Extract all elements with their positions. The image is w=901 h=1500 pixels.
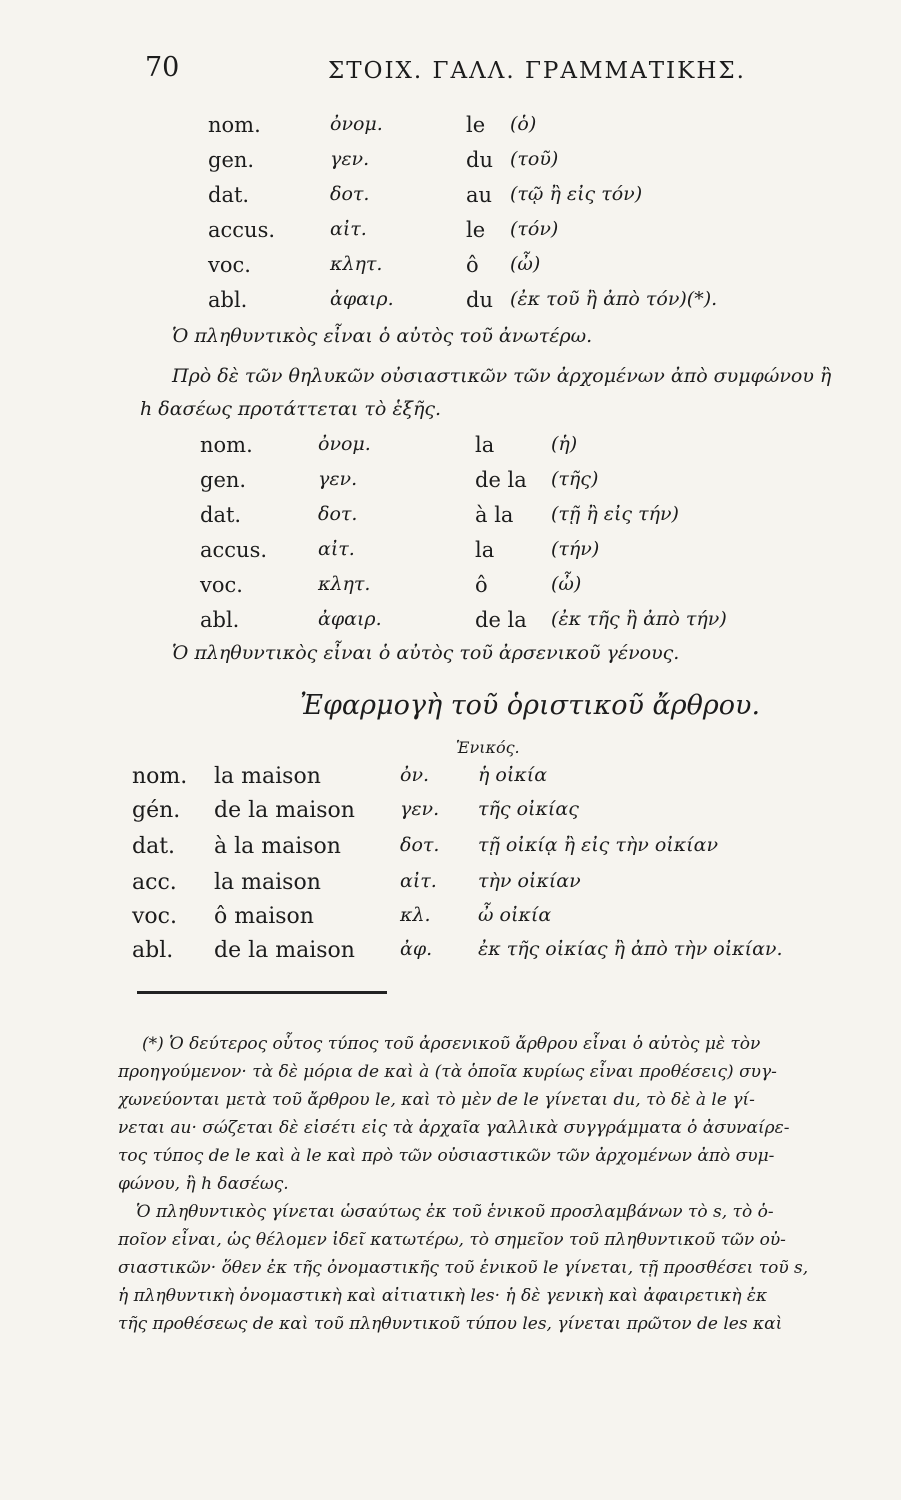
case-label: dat.: [132, 834, 176, 859]
french-article: du: [466, 288, 493, 312]
greek-case-abbr: δοτ.: [400, 834, 440, 856]
table-row: [0, 573, 901, 603]
french-form: ô maison: [214, 904, 314, 929]
case-label: acc.: [132, 870, 177, 895]
table-row: [0, 608, 901, 638]
feminine-plural-note: Ὁ πληθυντικὸς εἶναι ὁ αὐτὸς τοῦ ἀρσενικοῦ γένους.: [172, 642, 680, 664]
french-article: le: [466, 113, 486, 137]
footnote-line: προηγούμενον· τὰ δὲ μόρια de καὶ à (τὰ ὁποῖα κυρίως εἶναι προθέσεις) συγ-: [118, 1062, 777, 1082]
case-label: gén.: [132, 798, 181, 823]
footnote-line: νεται au· σώζεται δὲ εἰσέτι εἰς τὰ ἀρχαῖα γαλλικὰ συγγράμματα ὁ ἀσυναίρε-: [118, 1118, 790, 1138]
footnote-line: ποῖον εἶναι, ὡς θέλομεν ἰδεῖ κατωτέρω, τὸ σημεῖον τοῦ πληθυντικοῦ τῶν οὐ-: [118, 1230, 786, 1250]
greek-form: τῇ οἰκίᾳ ἢ εἰς τὴν οἰκίαν: [478, 834, 719, 856]
greek-case-abbr: ὀν.: [400, 764, 430, 786]
running-head: ΣΤΟΙΧ. ΓΑΛΛ. ΓΡΑΜΜΑΤΙΚΗΣ.: [328, 58, 746, 84]
table-row: [0, 288, 901, 318]
french-article: de la: [475, 608, 527, 632]
case-label: nom.: [208, 113, 261, 137]
footnote-line: ἡ πληθυντικὴ ὀνομαστικὴ καὶ αἰτιατικὴ les· ἡ δὲ γενικὴ καὶ ἀφαιρετικὴ ἐκ: [118, 1286, 768, 1306]
french-article: à la: [475, 503, 514, 527]
case-label: abl.: [208, 288, 248, 312]
table-row: [0, 538, 901, 568]
french-article: du: [466, 148, 493, 172]
greek-case-abbr: ἀφ.: [400, 938, 433, 960]
footnote-line: χωνεύονται μετὰ τοῦ ἄρθρου le, καὶ τὸ μὲν de le γίνεται du, τὸ δὲ à le γί-: [118, 1090, 755, 1110]
table-row: [0, 503, 901, 533]
greek-form: ἡ οἰκία: [478, 764, 548, 786]
page-number: 70: [145, 52, 180, 83]
greek-case-abbr: ἀφαιρ.: [318, 608, 382, 630]
greek-case-abbr: αἰτ.: [318, 538, 355, 560]
greek-case-abbr: γεν.: [400, 798, 440, 820]
greek-case-abbr: γεν.: [330, 148, 370, 170]
table-row: [0, 468, 901, 498]
greek-article: (ὦ): [510, 253, 541, 275]
table-row: [0, 798, 901, 830]
french-article: au: [466, 183, 493, 207]
footnote-line: σιαστικῶν· ὅθεν ἐκ τῆς ὀνομαστικῆς τοῦ ἑνικοῦ le γίνεται, τῇ προσθέσει τοῦ s,: [118, 1258, 809, 1278]
greek-article: (ἐκ τοῦ ἢ ἀπὸ τόν)(*).: [510, 288, 718, 310]
greek-case-abbr: δοτ.: [330, 183, 370, 205]
greek-form: ἐκ τῆς οἰκίας ἢ ἀπὸ τὴν οἰκίαν.: [478, 938, 783, 960]
footnote-line: τος τύπος de le καὶ à le καὶ πρὸ τῶν οὐσιαστικῶν τῶν ἀρχομένων ἀπὸ συμ-: [118, 1146, 775, 1166]
french-article: la: [475, 538, 495, 562]
case-label: voc.: [132, 904, 177, 929]
table-row: [0, 870, 901, 902]
french-article: ô: [466, 253, 479, 277]
footnote-line: τῆς προθέσεως de καὶ τοῦ πληθυντικοῦ τύπου les, γίνεται πρῶτον de les καὶ: [118, 1314, 783, 1334]
greek-article: (τήν): [551, 538, 600, 560]
section-title: Ἐφαρμογὴ τοῦ ὁριστικοῦ ἄρθρου.: [300, 690, 761, 721]
footnote: [118, 1030, 838, 1338]
feminine-intro-line-1: Πρὸ δὲ τῶν θηλυκῶν οὐσιαστικῶν τῶν ἀρχομένων ἀπὸ συμφώνου ἢ: [172, 365, 832, 387]
footnote-line: Ὁ πληθυντικὸς γίνεται ὡσαύτως ἐκ τοῦ ἑνικοῦ προσλαμβάνων τὸ s, τὸ ὁ-: [136, 1202, 774, 1222]
french-article: le: [466, 218, 486, 242]
greek-form: τὴν οἰκίαν: [478, 870, 581, 892]
table-row: [0, 218, 901, 248]
greek-case-abbr: κλ.: [400, 904, 431, 926]
table-row: [0, 113, 901, 143]
table-row: [0, 834, 901, 866]
greek-case-abbr: ἀφαιρ.: [330, 288, 394, 310]
french-article: ô: [475, 573, 488, 597]
french-article: la: [475, 433, 495, 457]
table-row: [0, 253, 901, 283]
french-article: de la: [475, 468, 527, 492]
greek-article: (τοῦ): [510, 148, 559, 170]
case-label: voc.: [208, 253, 251, 277]
french-form: de la maison: [214, 798, 355, 823]
greek-article: (τῆς): [551, 468, 599, 490]
footnote-divider: [137, 991, 387, 994]
greek-form: ὦ οἰκία: [478, 904, 552, 926]
footnote-line: φώνου, ἢ h δασέως.: [118, 1174, 289, 1194]
greek-article: (ἐκ τῆς ἢ ἀπὸ τήν): [551, 608, 727, 630]
case-label: voc.: [200, 573, 243, 597]
table-row: [0, 433, 901, 463]
greek-article: (τόν): [510, 218, 559, 240]
greek-article: (ἡ): [551, 433, 578, 455]
table-row: [0, 764, 901, 796]
case-label: nom.: [132, 764, 188, 789]
table-row: [0, 904, 901, 936]
case-label: gen.: [200, 468, 247, 492]
french-form: à la maison: [214, 834, 341, 859]
case-label: gen.: [208, 148, 255, 172]
greek-case-abbr: κλητ.: [330, 253, 383, 275]
greek-case-abbr: αἰτ.: [400, 870, 437, 892]
greek-article: (ὁ): [510, 113, 537, 135]
greek-case-abbr: ὀνομ.: [318, 433, 371, 455]
greek-article: (τῇ ἢ εἰς τήν): [551, 503, 679, 525]
footnote-line: (*) Ὁ δεύτερος οὗτος τύπος τοῦ ἀρσενικοῦ ἄρθρου εἶναι ὁ αὐτὸς μὲ τὸν: [142, 1034, 761, 1054]
case-label: dat.: [208, 183, 250, 207]
case-label: abl.: [200, 608, 240, 632]
greek-article: (ὦ): [551, 573, 582, 595]
greek-case-abbr: αἰτ.: [330, 218, 367, 240]
masculine-plural-note: Ὁ πληθυντικὸς εἶναι ὁ αὐτὸς τοῦ ἀνωτέρω.: [172, 325, 593, 347]
french-form: la maison: [214, 764, 321, 789]
table-row: [0, 938, 901, 970]
case-label: dat.: [200, 503, 242, 527]
case-label: accus.: [208, 218, 276, 242]
greek-form: τῆς οἰκίας: [478, 798, 579, 820]
greek-case-abbr: δοτ.: [318, 503, 358, 525]
feminine-intro-line-2: h δασέως προτάττεται τὸ ἑξῆς.: [140, 398, 442, 420]
case-label: abl.: [132, 938, 174, 963]
table-row: [0, 148, 901, 178]
french-form: la maison: [214, 870, 321, 895]
section-subtitle: Ἑνικός.: [456, 738, 520, 757]
greek-case-abbr: γεν.: [318, 468, 358, 490]
greek-case-abbr: ὀνομ.: [330, 113, 383, 135]
table-row: [0, 183, 901, 213]
greek-article: (τῷ ἢ εἰς τόν): [510, 183, 643, 205]
case-label: accus.: [200, 538, 268, 562]
french-form: de la maison: [214, 938, 355, 963]
case-label: nom.: [200, 433, 253, 457]
greek-case-abbr: κλητ.: [318, 573, 371, 595]
